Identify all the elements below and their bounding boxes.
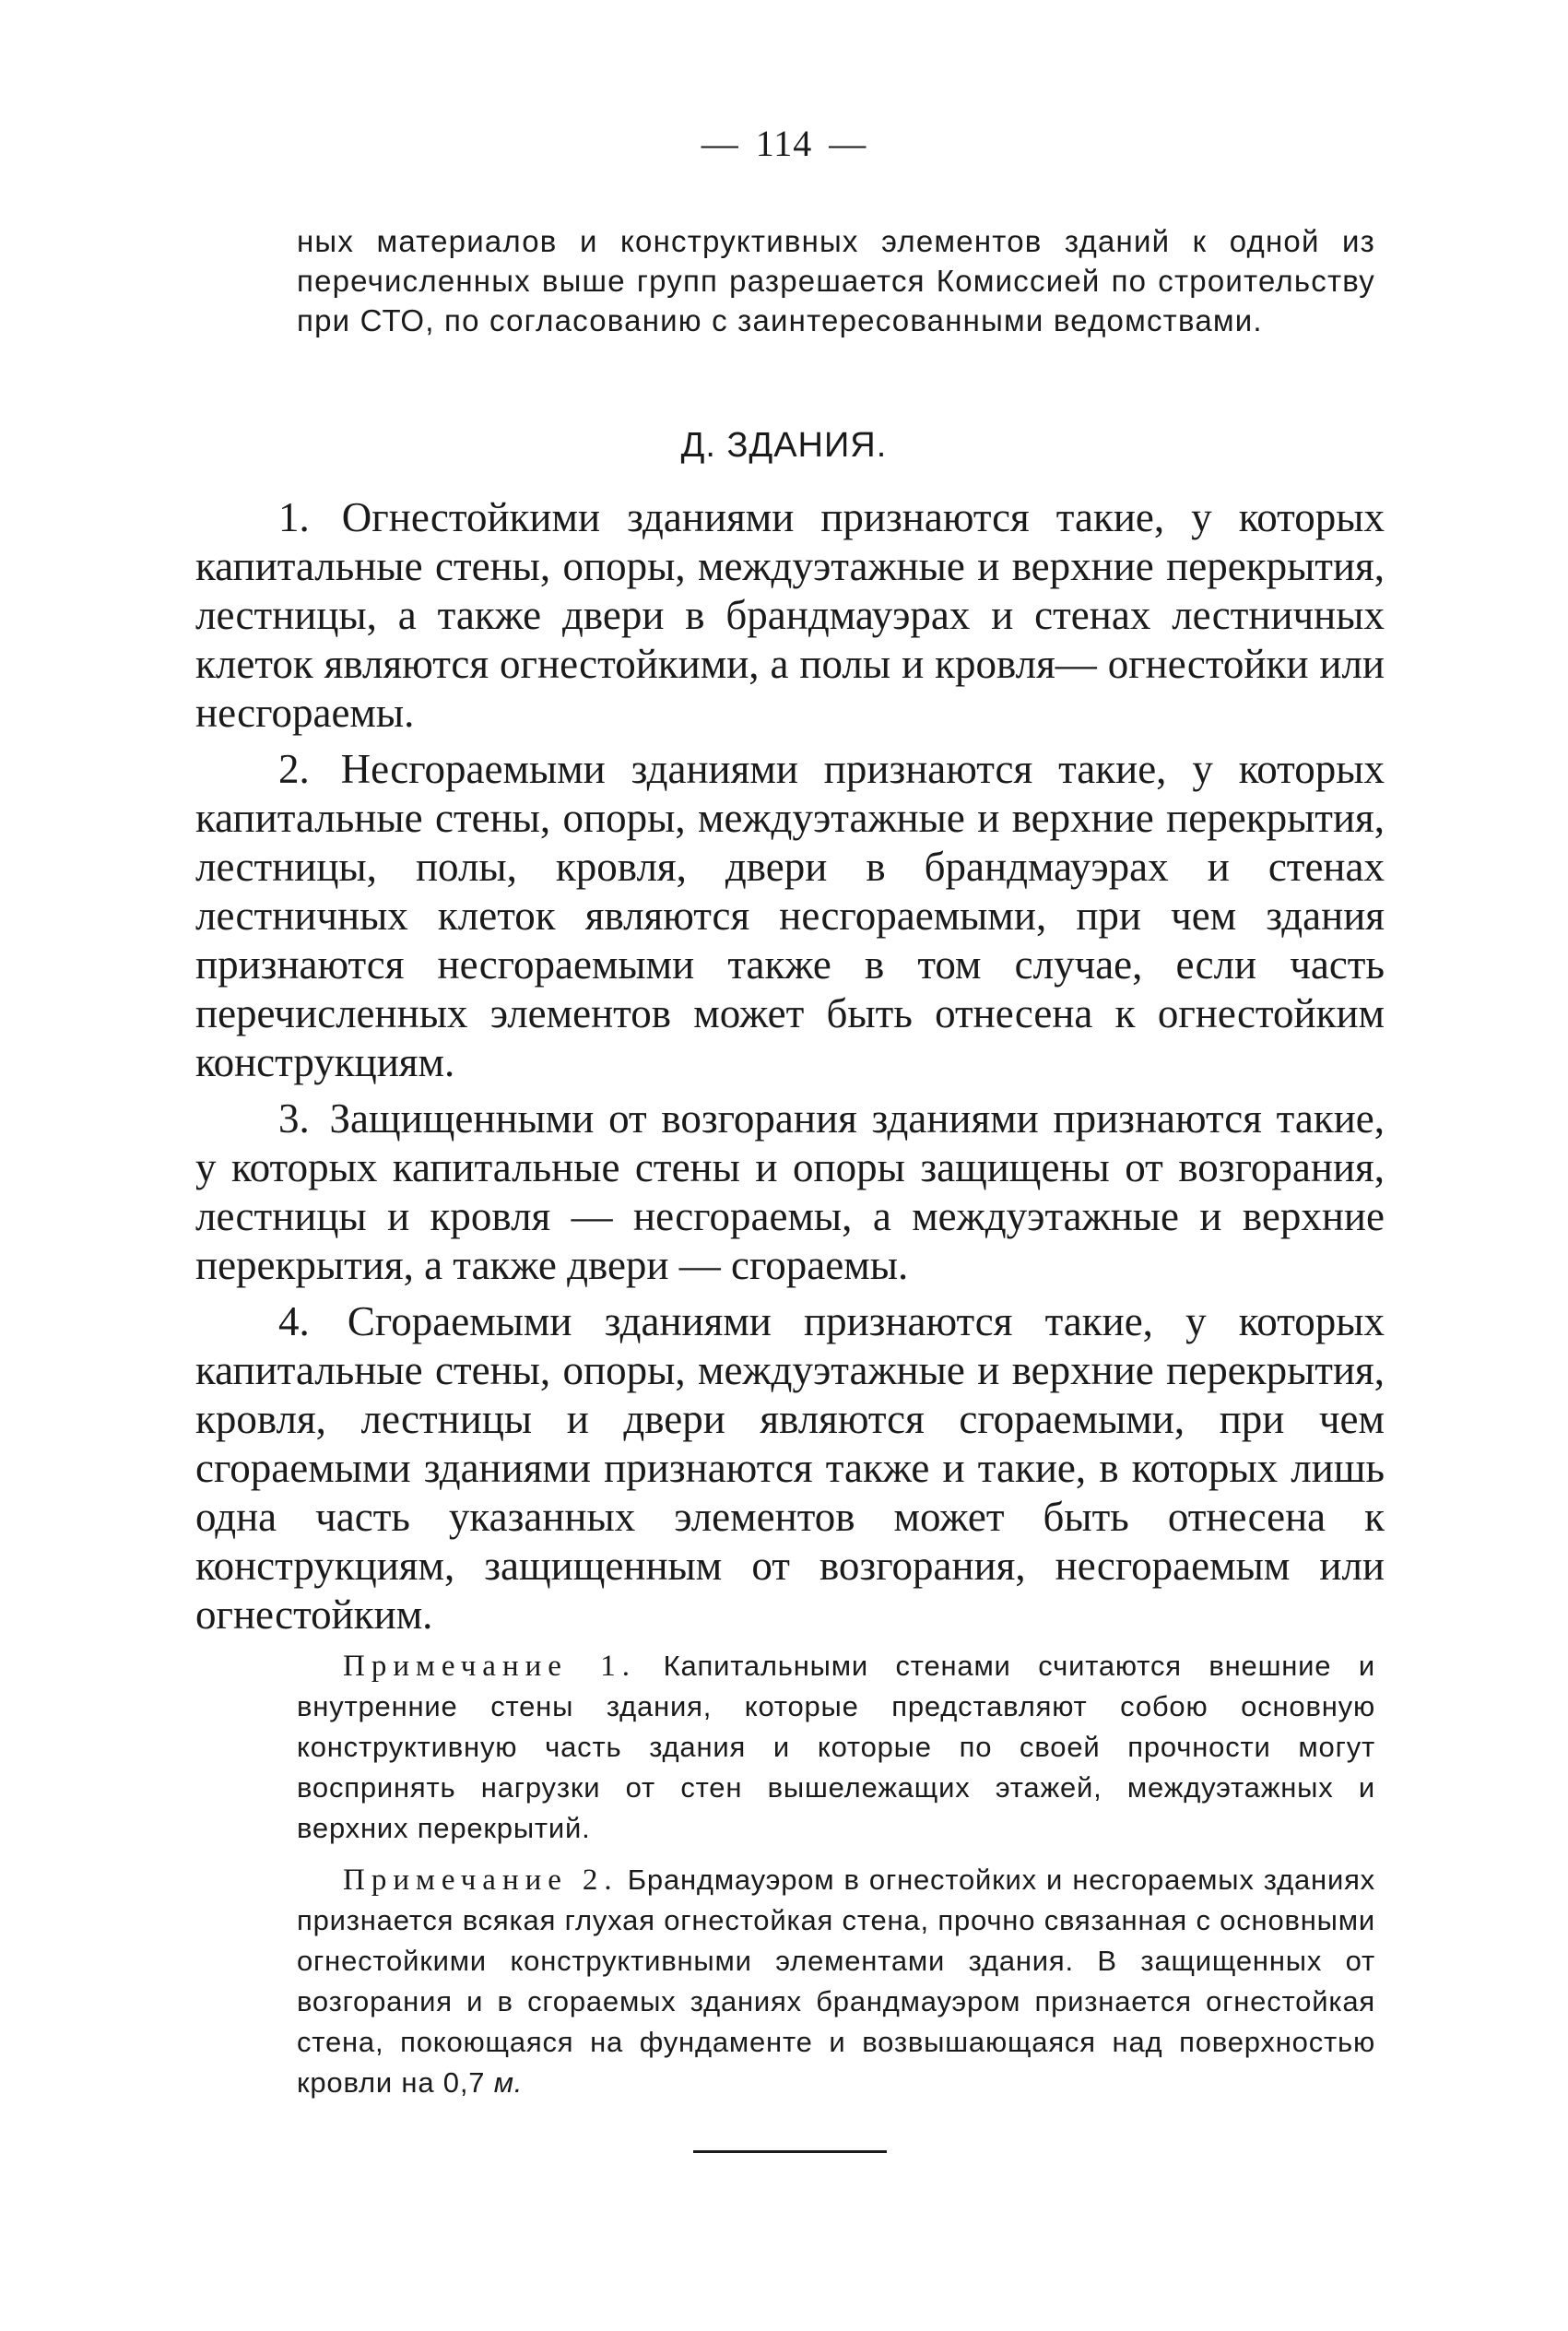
note-2-unit: м. xyxy=(493,2066,524,2099)
note-1 xyxy=(297,1646,1375,1849)
numbered-items xyxy=(195,493,1385,1647)
page-number-dash-left: — xyxy=(701,123,739,164)
list-item-number: 4. xyxy=(278,1298,310,1344)
list-item xyxy=(195,1095,1385,1290)
list-item-text: Защищенными от возгорания зданиями признаются такие, у которых капитальные стены и опоры защищены от возгорания, лестницы и кровля — несгораемы, а междуэтажные и верхние перекрытия, а также двери — сгораемы. xyxy=(195,1095,1385,1288)
end-rule-divider xyxy=(693,2150,887,2153)
list-item-number: 3. xyxy=(278,1095,310,1142)
note-1-text: Капитальными стенами считаются внешние и внутренние стены здания, которые представляют собою основную конструктивную часть здания и которые по своей прочности могут воспринять нагрузки от стен вышележащих этажей, междуэтажных и верхних перекрытий. xyxy=(297,1650,1375,1844)
list-item xyxy=(195,745,1385,1087)
page-number-dash-right: — xyxy=(829,123,867,164)
continuation-paragraph: ных материалов и конструктивных элементов зданий к одной из перечисленных выше групп разрешается Комиссией по строительству при СТО, по согласованию с заинтересованными ведомствами. xyxy=(297,224,1375,337)
notes-block xyxy=(297,1646,1375,2114)
list-item-text: Несгораемыми зданиями признаются такие, у которых капитальные стены, опоры, междуэтажные и верхние перекрытия, лестницы, полы, кровля, двери в брандмауэрах и стенах лестничных клеток являются несгораемыми, при чем здания признаются несгораемыми также в том случае, если часть перечисленных элементов может быть отнесена к огнестойким конструкциям. xyxy=(195,746,1385,1085)
section-title: Д. ЗДАНИЯ. xyxy=(680,426,888,465)
list-item-text: Огнестойкими зданиями признаются такие, у которых капитальные стены, опоры, междуэтажные и верхние перекрытия, лестницы, а также двери в брандмауэрах и стенах лестничных клеток являются огнестойкими, а полы и кровля— огнестойки или несгораемы. xyxy=(195,494,1385,736)
note-1-label: Примечание 1. xyxy=(343,1650,637,1683)
list-item-number: 1. xyxy=(278,494,310,540)
note-2-text: Брандмауэром в огнестойких и несгораемых зданиях признается всякая глухая огнестойкая стена, прочно связанная с основными огнестойкими конструктивными элементами здания. В защищенных от возгорания и в сгораемых зданиях брандмауэром признается огнестойкая стена, покоющаяся на фундаменте и возвышающаяся над поверхностью кровли на 0,7 xyxy=(297,1864,1375,2099)
list-item-text: Сгораемыми зданиями признаются такие, у которых капитальные стены, опоры, междуэтажные и верхние перекрытия, кровля, лестницы и двери являются сгораемыми, при чем сгораемыми зданиями признаются также и такие, в которых лишь одна часть указанных элементов может быть отнесена к конструкциям, защищенным от возгорания, несгораемым или огнестойким. xyxy=(195,1298,1385,1638)
note-2-label: Примечание 2. xyxy=(343,1864,619,1897)
list-item xyxy=(195,493,1385,738)
page-number-value: 114 xyxy=(755,123,813,164)
note-2 xyxy=(297,1860,1375,2103)
list-item-number: 2. xyxy=(278,746,310,792)
list-item xyxy=(195,1297,1385,1639)
page-number xyxy=(0,122,1568,165)
